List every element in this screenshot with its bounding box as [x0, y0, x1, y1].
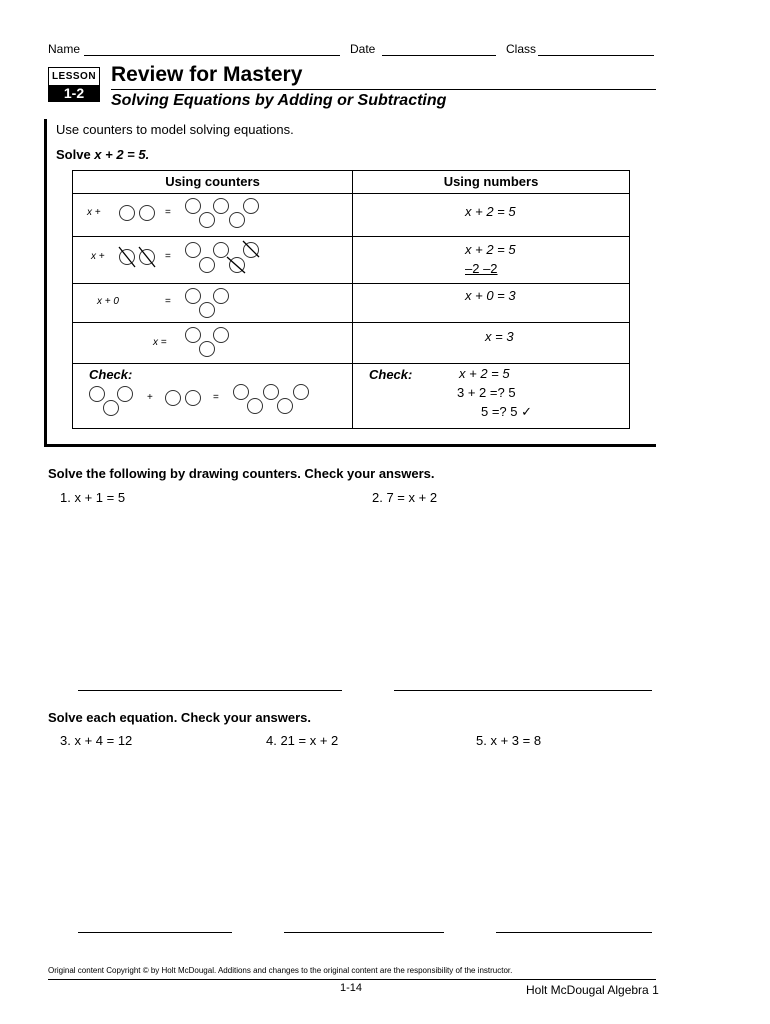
counters-cell	[73, 284, 353, 323]
row-lhs: x + 0	[97, 296, 119, 307]
section-left-bar	[44, 119, 47, 447]
counter-icon	[213, 288, 229, 304]
table-row	[73, 364, 630, 429]
cross-out-icon	[223, 239, 263, 275]
problem-1: 1. x + 1 = 5	[60, 490, 126, 505]
answer-line-2[interactable]	[394, 690, 652, 691]
table-row	[73, 284, 630, 323]
footer-rule	[48, 979, 656, 980]
counter-icon	[229, 212, 245, 228]
numbers-cell	[353, 323, 630, 364]
solve-prefix: Solve	[56, 147, 95, 162]
example-table	[72, 170, 630, 429]
check-counters-cell	[73, 364, 353, 429]
row-lhs: x =	[153, 337, 167, 348]
counter-icon	[119, 205, 135, 221]
table-row	[73, 323, 630, 364]
counter-icon	[293, 384, 309, 400]
counters-cell	[73, 237, 353, 284]
counter-icon	[185, 288, 201, 304]
counter-icon	[247, 398, 263, 414]
name-field[interactable]	[84, 55, 340, 56]
section-bottom-bar	[44, 444, 656, 447]
answer-line-3[interactable]	[78, 932, 232, 933]
page-subtitle: Solving Equations by Adding or Subtracting	[111, 92, 447, 109]
page-number: 1-14	[340, 982, 363, 994]
counter-icon	[117, 386, 133, 402]
counter-icon	[213, 327, 229, 343]
problem-3: 3. x + 4 = 12	[60, 733, 133, 748]
cross-out-icon	[117, 245, 157, 269]
answer-line-5[interactable]	[496, 932, 652, 933]
page-title: Review for Mastery	[111, 63, 303, 86]
solve-equation: x + 2 = 5.	[94, 147, 150, 162]
counters-cell	[73, 323, 353, 364]
section2-heading: Solve each equation. Check your answers.	[48, 710, 311, 725]
check-line: x + 2 = 5	[459, 366, 510, 381]
problem-2: 2. 7 = x + 2	[372, 490, 438, 505]
counter-icon	[185, 198, 201, 214]
numbers-cell	[353, 237, 630, 284]
counter-icon	[185, 242, 201, 258]
counter-icon	[199, 302, 215, 318]
row-eq: =	[165, 251, 171, 262]
check-numbers-cell	[353, 364, 630, 429]
check-line: 5 =? 5 ✓	[481, 404, 533, 419]
counter-icon	[263, 384, 279, 400]
numbers-cell	[353, 194, 630, 237]
check-plus: +	[147, 392, 153, 403]
name-label: Name	[48, 42, 81, 56]
counter-icon	[199, 257, 215, 273]
class-label: Class	[506, 42, 537, 56]
counter-icon	[213, 198, 229, 214]
problem-5: 5. x + 3 = 8	[476, 733, 542, 748]
step-line: x + 2 = 5	[465, 204, 516, 219]
counter-icon	[185, 390, 201, 406]
check-line: 3 + 2 =? 5	[457, 385, 516, 400]
step-line: x = 3	[485, 329, 514, 344]
counter-icon	[103, 400, 119, 416]
row-lhs: x +	[87, 207, 101, 218]
table-row	[73, 194, 630, 237]
row-eq: =	[165, 207, 171, 218]
counter-icon	[277, 398, 293, 414]
row-lhs: x +	[91, 251, 105, 262]
answer-line-1[interactable]	[78, 690, 342, 691]
counter-icon	[233, 384, 249, 400]
date-label: Date	[350, 42, 376, 56]
counter-icon	[139, 205, 155, 221]
col-header-numbers: Using numbers	[353, 171, 630, 194]
step-line: –2 –2	[465, 261, 498, 276]
lesson-label: LESSON	[48, 67, 100, 86]
check-eq: =	[213, 392, 219, 403]
answer-line-4[interactable]	[284, 932, 444, 933]
problem-4: 4. 21 = x + 2	[266, 733, 339, 748]
counter-icon	[185, 327, 201, 343]
numbers-cell	[353, 284, 630, 323]
counter-icon	[89, 386, 105, 402]
row-eq: =	[165, 296, 171, 307]
counter-icon	[243, 198, 259, 214]
step-line: x + 2 = 5	[465, 242, 516, 257]
solve-example	[56, 147, 149, 162]
table-row	[73, 237, 630, 284]
check-label: Check:	[89, 367, 133, 382]
class-field[interactable]	[538, 55, 654, 56]
title-rule	[111, 89, 656, 90]
book-title: Holt McDougal Algebra 1	[526, 983, 659, 997]
counter-icon	[199, 341, 215, 357]
section1-heading: Solve the following by drawing counters. Check your answers.	[48, 466, 435, 481]
col-header-counters: Using counters	[73, 171, 353, 194]
copyright-note: Original content Copyright © by Holt McDougal. Additions and changes to the original content are the responsibility of the instructor.	[48, 966, 513, 975]
date-field[interactable]	[382, 55, 496, 56]
lesson-number: 1-2	[48, 85, 100, 102]
counter-icon	[199, 212, 215, 228]
counters-cell	[73, 194, 353, 237]
check-label: Check:	[369, 367, 413, 382]
step-line: x + 0 = 3	[465, 288, 516, 303]
counter-icon	[165, 390, 181, 406]
instruction-text: Use counters to model solving equations.	[56, 122, 294, 137]
